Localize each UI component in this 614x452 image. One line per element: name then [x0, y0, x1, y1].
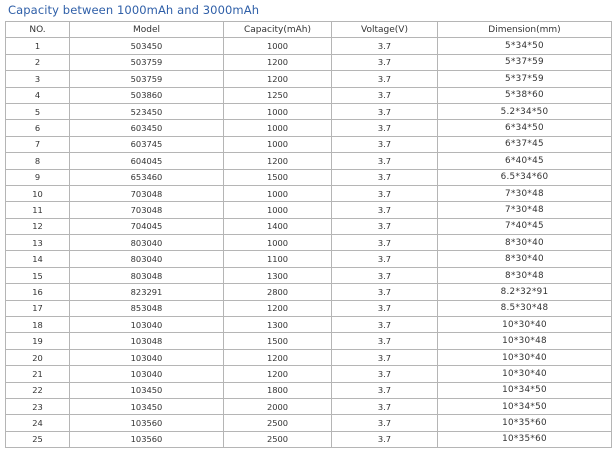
cell-no: 16 — [6, 284, 70, 300]
cell-dimension: 10*35*60 — [438, 431, 612, 447]
cell-capacity: 1300 — [224, 267, 332, 283]
cell-no: 9 — [6, 169, 70, 185]
cell-model: 853048 — [70, 300, 224, 316]
cell-capacity: 1200 — [224, 153, 332, 169]
table-row — [6, 54, 612, 70]
cell-dimension: 10*34*50 — [438, 382, 612, 398]
cell-no: 25 — [6, 431, 70, 447]
table-row — [6, 415, 612, 431]
cell-dimension: 8*30*40 — [438, 235, 612, 251]
cell-capacity: 2500 — [224, 415, 332, 431]
cell-voltage: 3.7 — [332, 300, 438, 316]
cell-model: 503759 — [70, 54, 224, 70]
cell-model: 103040 — [70, 366, 224, 382]
cell-model: 703048 — [70, 185, 224, 201]
table-row — [6, 398, 612, 414]
cell-capacity: 2500 — [224, 431, 332, 447]
cell-capacity: 1000 — [224, 103, 332, 119]
cell-capacity: 1000 — [224, 38, 332, 54]
cell-dimension: 7*40*45 — [438, 218, 612, 234]
cell-dimension: 6.5*34*60 — [438, 169, 612, 185]
cell-dimension: 6*37*45 — [438, 136, 612, 152]
cell-capacity: 1800 — [224, 382, 332, 398]
cell-voltage: 3.7 — [332, 71, 438, 87]
header-model: Model — [70, 22, 224, 38]
table-row — [6, 153, 612, 169]
cell-capacity: 1200 — [224, 71, 332, 87]
cell-voltage: 3.7 — [332, 54, 438, 70]
table-row — [6, 382, 612, 398]
cell-model: 103450 — [70, 398, 224, 414]
cell-voltage: 3.7 — [332, 398, 438, 414]
table-row — [6, 185, 612, 201]
cell-capacity: 1400 — [224, 218, 332, 234]
cell-no: 12 — [6, 218, 70, 234]
header-no: NO. — [6, 22, 70, 38]
cell-no: 7 — [6, 136, 70, 152]
cell-no: 24 — [6, 415, 70, 431]
cell-voltage: 3.7 — [332, 382, 438, 398]
cell-model: 803040 — [70, 235, 224, 251]
cell-model: 523450 — [70, 103, 224, 119]
cell-voltage: 3.7 — [332, 38, 438, 54]
cell-no: 21 — [6, 366, 70, 382]
cell-dimension: 5*38*60 — [438, 87, 612, 103]
cell-voltage: 3.7 — [332, 366, 438, 382]
cell-dimension: 10*30*40 — [438, 366, 612, 382]
cell-model: 103040 — [70, 317, 224, 333]
cell-no: 6 — [6, 120, 70, 136]
cell-model: 603745 — [70, 136, 224, 152]
cell-dimension: 5.2*34*50 — [438, 103, 612, 119]
cell-capacity: 1200 — [224, 349, 332, 365]
cell-dimension: 7*30*48 — [438, 202, 612, 218]
cell-voltage: 3.7 — [332, 317, 438, 333]
cell-voltage: 3.7 — [332, 333, 438, 349]
cell-dimension: 5*37*59 — [438, 54, 612, 70]
cell-voltage: 3.7 — [332, 349, 438, 365]
cell-dimension: 10*34*50 — [438, 398, 612, 414]
cell-voltage: 3.7 — [332, 136, 438, 152]
cell-dimension: 8*30*40 — [438, 251, 612, 267]
table-row — [6, 317, 612, 333]
cell-capacity: 1000 — [224, 120, 332, 136]
cell-model: 103450 — [70, 382, 224, 398]
header-dimension: Dimension(mm) — [438, 22, 612, 38]
cell-no: 15 — [6, 267, 70, 283]
cell-voltage: 3.7 — [332, 251, 438, 267]
cell-capacity: 1200 — [224, 54, 332, 70]
cell-no: 18 — [6, 317, 70, 333]
cell-model: 103560 — [70, 431, 224, 447]
cell-no: 3 — [6, 71, 70, 87]
cell-no: 4 — [6, 87, 70, 103]
cell-voltage: 3.7 — [332, 415, 438, 431]
cell-model: 703048 — [70, 202, 224, 218]
cell-no: 10 — [6, 185, 70, 201]
cell-capacity: 1500 — [224, 169, 332, 185]
cell-voltage: 3.7 — [332, 235, 438, 251]
cell-voltage: 3.7 — [332, 103, 438, 119]
cell-voltage: 3.7 — [332, 120, 438, 136]
cell-no: 11 — [6, 202, 70, 218]
cell-voltage: 3.7 — [332, 284, 438, 300]
table-row — [6, 71, 612, 87]
cell-capacity: 1250 — [224, 87, 332, 103]
cell-dimension: 10*30*48 — [438, 333, 612, 349]
cell-dimension: 5*37*59 — [438, 71, 612, 87]
cell-dimension: 6*40*45 — [438, 153, 612, 169]
table-row — [6, 202, 612, 218]
cell-dimension: 8.2*32*91 — [438, 284, 612, 300]
cell-model: 604045 — [70, 153, 224, 169]
cell-capacity: 1000 — [224, 136, 332, 152]
cell-model: 503759 — [70, 71, 224, 87]
cell-voltage: 3.7 — [332, 185, 438, 201]
cell-voltage: 3.7 — [332, 202, 438, 218]
cell-no: 20 — [6, 349, 70, 365]
cell-capacity: 1000 — [224, 185, 332, 201]
cell-model: 103040 — [70, 349, 224, 365]
cell-no: 1 — [6, 38, 70, 54]
cell-capacity: 1300 — [224, 317, 332, 333]
cell-capacity: 1000 — [224, 235, 332, 251]
table-row — [6, 333, 612, 349]
cell-no: 23 — [6, 398, 70, 414]
cell-capacity: 1500 — [224, 333, 332, 349]
cell-voltage: 3.7 — [332, 169, 438, 185]
table-row — [6, 218, 612, 234]
table-row — [6, 300, 612, 316]
cell-no: 8 — [6, 153, 70, 169]
table-row — [6, 349, 612, 365]
cell-no: 5 — [6, 103, 70, 119]
cell-voltage: 3.7 — [332, 153, 438, 169]
cell-dimension: 10*30*40 — [438, 317, 612, 333]
cell-voltage: 3.7 — [332, 267, 438, 283]
cell-dimension: 5*34*50 — [438, 38, 612, 54]
table-caption: Capacity between 1000mAh and 3000mAh — [8, 3, 260, 17]
table-row — [6, 366, 612, 382]
cell-model: 603450 — [70, 120, 224, 136]
table-row — [6, 284, 612, 300]
header-capacity: Capacity(mAh) — [224, 22, 332, 38]
cell-dimension: 7*30*48 — [438, 185, 612, 201]
cell-capacity: 1200 — [224, 366, 332, 382]
cell-no: 19 — [6, 333, 70, 349]
table-header-row — [6, 22, 612, 38]
cell-model: 103048 — [70, 333, 224, 349]
table-row — [6, 235, 612, 251]
table-row — [6, 251, 612, 267]
cell-voltage: 3.7 — [332, 87, 438, 103]
cell-model: 503450 — [70, 38, 224, 54]
cell-no: 13 — [6, 235, 70, 251]
cell-dimension: 6*34*50 — [438, 120, 612, 136]
battery-spec-table — [5, 21, 612, 448]
table-body — [6, 38, 612, 448]
cell-no: 22 — [6, 382, 70, 398]
header-voltage: Voltage(V) — [332, 22, 438, 38]
cell-capacity: 1200 — [224, 300, 332, 316]
table-row — [6, 267, 612, 283]
cell-capacity: 2000 — [224, 398, 332, 414]
table-row — [6, 431, 612, 447]
cell-model: 823291 — [70, 284, 224, 300]
cell-model: 704045 — [70, 218, 224, 234]
cell-voltage: 3.7 — [332, 431, 438, 447]
cell-model: 803048 — [70, 267, 224, 283]
table-row — [6, 38, 612, 54]
table-row — [6, 136, 612, 152]
cell-no: 17 — [6, 300, 70, 316]
cell-capacity: 1000 — [224, 202, 332, 218]
cell-model: 103560 — [70, 415, 224, 431]
cell-dimension: 10*30*40 — [438, 349, 612, 365]
cell-no: 14 — [6, 251, 70, 267]
table-row — [6, 169, 612, 185]
cell-capacity: 1100 — [224, 251, 332, 267]
cell-dimension: 8.5*30*48 — [438, 300, 612, 316]
cell-model: 653460 — [70, 169, 224, 185]
cell-no: 2 — [6, 54, 70, 70]
cell-model: 803040 — [70, 251, 224, 267]
cell-voltage: 3.7 — [332, 218, 438, 234]
table-row — [6, 103, 612, 119]
cell-capacity: 2800 — [224, 284, 332, 300]
cell-dimension: 8*30*48 — [438, 267, 612, 283]
table-row — [6, 120, 612, 136]
table-row — [6, 87, 612, 103]
cell-dimension: 10*35*60 — [438, 415, 612, 431]
cell-model: 503860 — [70, 87, 224, 103]
